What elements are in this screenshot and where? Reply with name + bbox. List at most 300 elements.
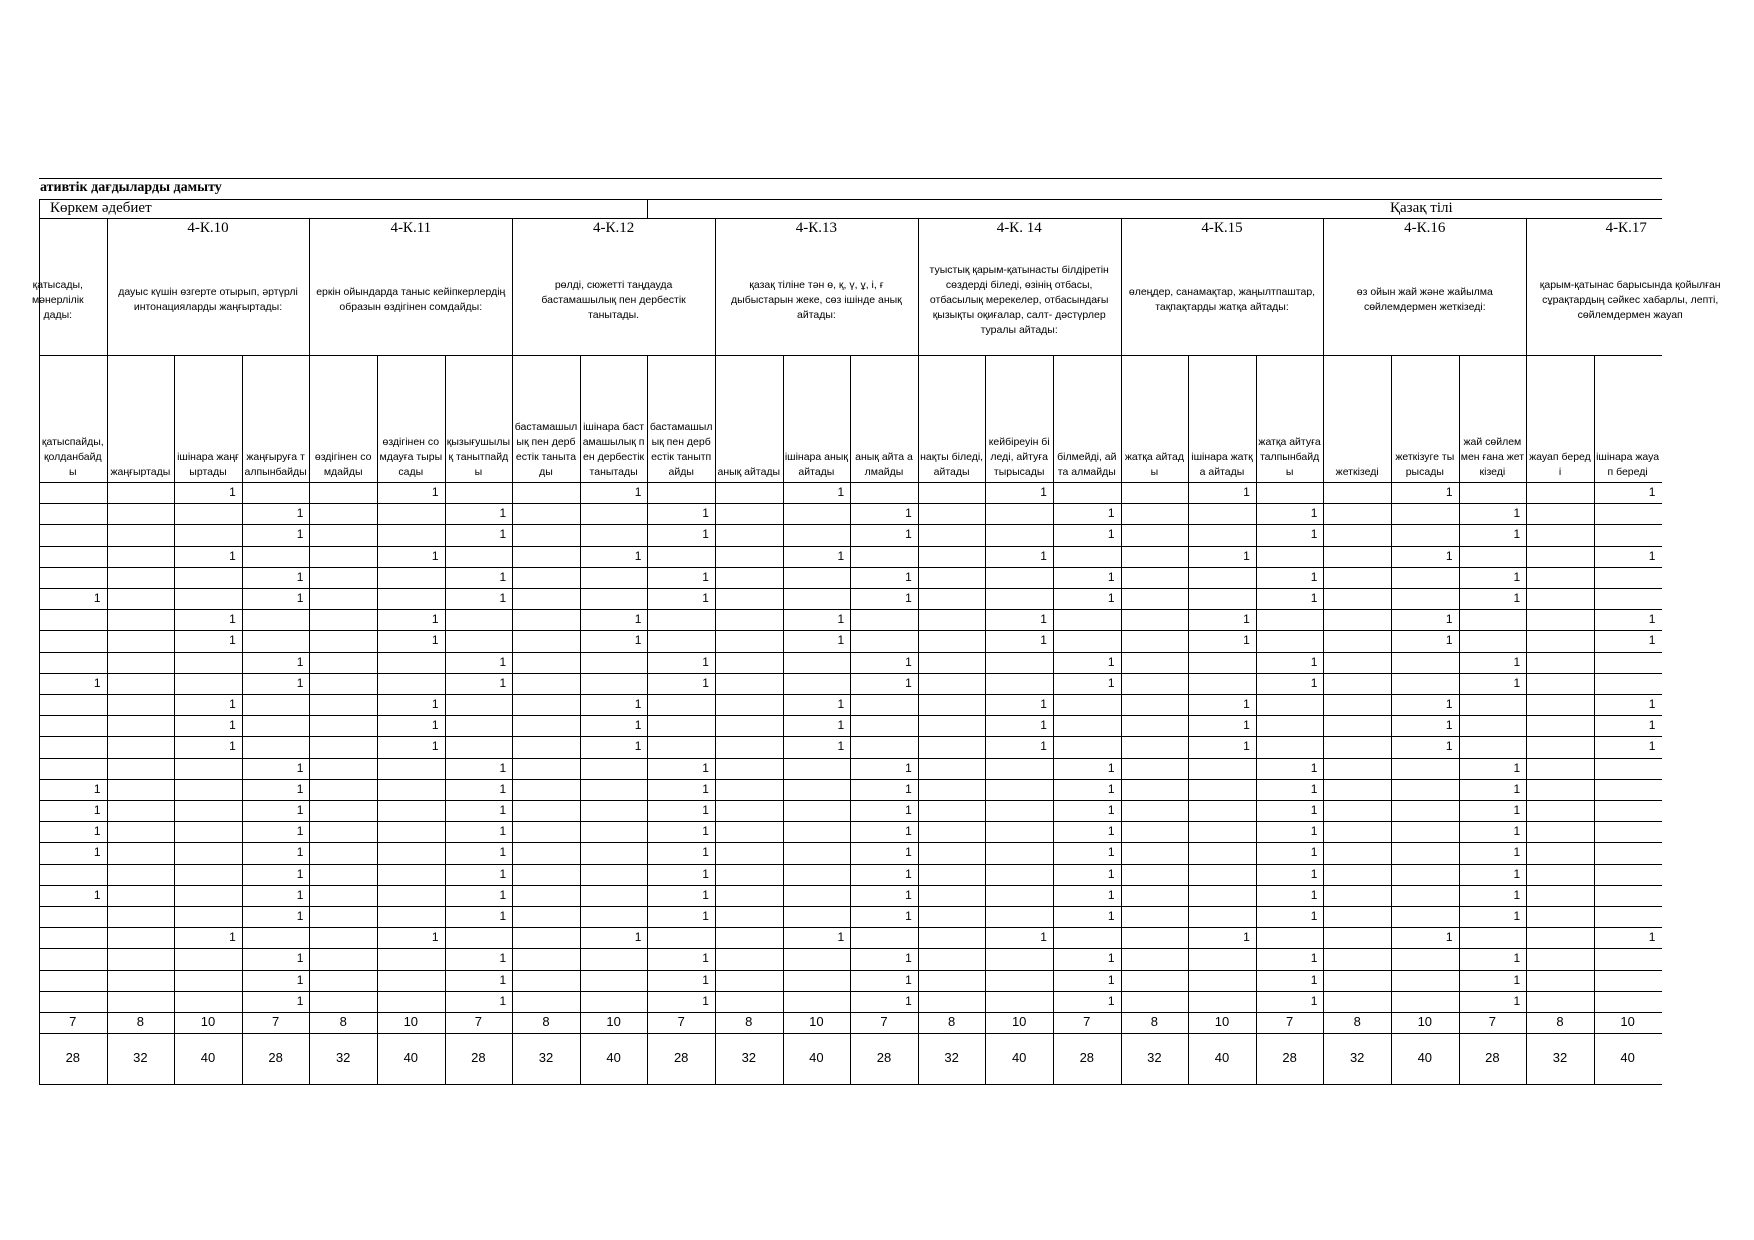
assessment-mark: 1 [1310, 506, 1318, 521]
group-border [309, 218, 310, 1084]
assessment-mark: 1 [702, 781, 709, 796]
level-header: қызығушылық танытпайды [446, 436, 510, 478]
assessment-mark: 1 [702, 824, 709, 839]
section-literature: Көркем әдебиет [50, 200, 152, 216]
level-header: ішінара бастамашылық пен дербестік танытады [582, 421, 645, 478]
assessment-mark: 1 [1243, 718, 1250, 733]
group-border [107, 218, 108, 1084]
assessment-mark: 1 [1648, 697, 1656, 711]
total-percent: 28 [673, 1050, 689, 1065]
assessment-mark: 1 [499, 781, 507, 796]
assessment-mark: 1 [296, 569, 304, 584]
assessment-mark: 1 [702, 951, 709, 966]
assessment-mark: 1 [431, 485, 439, 499]
assessment-mark: 1 [905, 951, 912, 966]
level-header: өздігінен сомдайды [314, 451, 372, 478]
assessment-mark: 1 [1107, 993, 1115, 1008]
assessment-mark: 1 [1310, 675, 1318, 690]
assessment-mark: 1 [499, 866, 507, 881]
assessment-mark: 1 [1243, 548, 1250, 563]
assessment-mark: 1 [431, 548, 439, 563]
assessment-mark: 1 [499, 887, 507, 902]
assessment-mark: 1 [296, 591, 304, 605]
criterion-description: қарым-қатынас барысында қойылған сұрақтардың сәйкес хабарлы, лепті, сөйлемдермен жауап [1539, 278, 1721, 321]
assessment-mark: 1 [837, 718, 845, 733]
assessment-mark: 1 [905, 993, 912, 1008]
assessment-mark: 1 [1648, 739, 1656, 754]
assessment-mark: 1 [702, 887, 709, 902]
assessment-mark: 1 [499, 527, 507, 542]
criterion-code: 4-К. 14 [996, 220, 1042, 236]
assessment-mark: 1 [1107, 803, 1115, 817]
level-header: анық айта алмайды [855, 451, 913, 478]
total-percent: 32 [538, 1050, 554, 1065]
total-count: 7 [880, 1014, 888, 1029]
level-header: жеткізуге тырысады [1395, 451, 1455, 478]
assessment-mark: 1 [1243, 930, 1250, 945]
assessment-mark: 1 [634, 739, 642, 754]
assessment-mark: 1 [1513, 972, 1521, 987]
total-percent: 28 [1485, 1050, 1500, 1065]
assessment-mark: 1 [702, 803, 709, 817]
column-border [647, 355, 648, 1084]
assessment-mark: 1 [1107, 866, 1115, 881]
total-percent: 32 [133, 1050, 148, 1065]
total-count: 7 [474, 1014, 482, 1029]
level-header: ішінара анық айтады [784, 451, 848, 478]
assessment-mark: 1 [1513, 654, 1521, 669]
assessment-mark: 1 [431, 633, 439, 648]
assessment-mark: 1 [1040, 718, 1047, 733]
bottom-line [39, 1084, 1662, 1085]
level-header: қатыспайды, қолданбайды [41, 436, 104, 478]
assessment-mark: 1 [837, 612, 845, 627]
level-header: ішінара жауап береді [1596, 451, 1660, 478]
total-percent: 40 [606, 1050, 621, 1065]
assessment-mark: 1 [499, 760, 507, 775]
assessment-mark: 1 [296, 866, 304, 881]
assessment-mark: 1 [1310, 887, 1318, 902]
total-percent: 40 [1620, 1050, 1635, 1065]
assessment-mark: 1 [229, 633, 236, 648]
criterion-code: 4-К.12 [592, 220, 635, 236]
total-count: 7 [1488, 1014, 1496, 1029]
assessment-mark: 1 [634, 930, 642, 945]
total-count: 7 [69, 1014, 77, 1029]
total-count: 8 [339, 1014, 347, 1029]
total-count: 8 [542, 1014, 550, 1029]
assessment-mark: 1 [1310, 591, 1318, 605]
assessment-mark: 1 [1310, 951, 1318, 966]
assessment-mark: 1 [296, 845, 304, 860]
level-header: анық айтады [717, 466, 781, 478]
title-top-line [39, 178, 1662, 179]
assessment-mark: 1 [1310, 866, 1318, 881]
assessment-mark: 1 [837, 739, 845, 754]
assessment-mark: 1 [499, 506, 507, 521]
column-border [1256, 355, 1257, 1084]
assessment-mark: 1 [905, 506, 912, 521]
assessment-mark: 1 [1310, 972, 1318, 987]
level-header: өздігінен сомдауға тырысады [379, 436, 443, 478]
assessment-mark: 1 [1040, 633, 1047, 648]
assessment-mark: 1 [499, 951, 507, 966]
assessment-mark: 1 [1513, 569, 1521, 584]
assessment-mark: 1 [1107, 675, 1115, 690]
total-count: 10 [1620, 1014, 1635, 1029]
assessment-mark: 1 [1107, 824, 1115, 839]
criterion-code: 4-К.11 [390, 220, 432, 236]
assessment-mark: 1 [229, 739, 236, 754]
total-percent: 40 [1011, 1050, 1027, 1065]
total-count: 7 [1083, 1014, 1091, 1029]
total-count: 10 [200, 1014, 216, 1029]
total-percent: 40 [403, 1050, 419, 1065]
assessment-mark: 1 [499, 591, 507, 605]
level-header: жеткізеді [1335, 466, 1379, 478]
section-divider [647, 199, 648, 218]
assessment-mark: 1 [1040, 930, 1047, 945]
sheet-title: ативтік дағдыларды дамыту [40, 180, 222, 195]
assessment-mark: 1 [1513, 951, 1521, 966]
total-percent: 28 [1079, 1050, 1095, 1065]
level-header: жатқа айтады [1124, 451, 1184, 478]
total-percent: 32 [1147, 1050, 1162, 1065]
level-header: жауап береді [1529, 451, 1591, 478]
total-percent: 28 [471, 1050, 486, 1065]
total-percent: 40 [200, 1050, 216, 1065]
total-percent: 40 [1214, 1050, 1230, 1065]
assessment-mark: 1 [1648, 633, 1656, 648]
column-border [1459, 355, 1460, 1084]
total-percent: 28 [65, 1050, 81, 1065]
assessment-mark: 1 [905, 866, 912, 881]
total-count: 10 [1011, 1014, 1027, 1029]
criterion-code: 4-К.10 [187, 220, 229, 236]
assessment-mark: 1 [702, 675, 709, 690]
assessment-mark: 1 [1310, 909, 1318, 923]
group-border [918, 218, 919, 1084]
criterion-description: өз ойын жай және жайылма сөйлемдермен жеткізеді: [1356, 286, 1493, 313]
level-header: жаңғыртады [110, 466, 171, 478]
assessment-mark: 1 [431, 718, 439, 733]
assessment-mark: 1 [296, 824, 304, 839]
assessment-mark: 1 [1107, 654, 1115, 669]
assessment-mark: 1 [905, 887, 912, 902]
level-header: бастамашылық пен дербестік танытады [514, 421, 578, 478]
assessment-mark: 1 [296, 781, 304, 796]
assessment-mark: 1 [1243, 697, 1250, 711]
level-header: білмейді, айта алмайды [1057, 451, 1117, 478]
assessment-mark: 1 [1445, 485, 1453, 499]
assessment-mark: 1 [296, 803, 304, 817]
assessment-mark: 1 [1445, 718, 1453, 733]
total-count: 10 [809, 1014, 824, 1029]
assessment-mark: 1 [634, 485, 642, 499]
total-count: 10 [606, 1014, 621, 1029]
assessment-mark: 1 [1648, 930, 1656, 945]
assessment-mark: 1 [431, 739, 439, 754]
criterion-description: рөлді, сюжетті таңдауда бастамашылық пен дербестік танытады. [541, 278, 686, 321]
assessment-mark: 1 [499, 569, 507, 584]
assessment-mark: 1 [702, 866, 709, 881]
assessment-mark: 1 [296, 760, 304, 775]
assessment-mark: 1 [93, 887, 101, 902]
assessment-mark: 1 [1107, 781, 1115, 796]
assessment-mark: 1 [296, 951, 304, 966]
total-percent: 40 [809, 1050, 824, 1065]
assessment-mark: 1 [1310, 654, 1318, 669]
assessment-mark: 1 [1107, 760, 1115, 775]
assessment-mark: 1 [905, 675, 912, 690]
assessment-mark: 1 [499, 909, 507, 923]
assessment-mark: 1 [1513, 887, 1521, 902]
assessment-mark: 1 [431, 697, 439, 711]
level-header: жай сөйлеммен ғана жеткізеді [1460, 436, 1525, 478]
assessment-mark: 1 [1243, 633, 1250, 648]
assessment-mark: 1 [296, 506, 304, 521]
criterion-description: дауыс күшін өзгерте отырып, әртүрлі интонацияларды жаңғыртады: [118, 286, 298, 313]
assessment-mark: 1 [1513, 909, 1521, 923]
assessment-mark: 1 [229, 612, 236, 627]
section-kazakh-language: Қазақ тілі [1390, 200, 1453, 216]
assessment-mark: 1 [1310, 781, 1318, 796]
assessment-mark: 1 [1040, 485, 1047, 499]
assessment-mark: 1 [1107, 506, 1115, 521]
total-percent: 28 [876, 1050, 892, 1065]
assessment-mark: 1 [296, 887, 304, 902]
assessment-mark: 1 [1310, 824, 1318, 839]
assessment-mark: 1 [1513, 824, 1521, 839]
assessment-mark: 1 [1107, 569, 1115, 584]
level-header: ішінара жаңғыртады [177, 451, 239, 478]
assessment-mark: 1 [296, 993, 304, 1008]
assessment-mark: 1 [634, 633, 642, 648]
total-percent: 28 [1282, 1050, 1297, 1065]
assessment-mark: 1 [1107, 951, 1115, 966]
total-count: 10 [1214, 1014, 1230, 1029]
assessment-mark: 1 [296, 527, 304, 542]
assessment-mark: 1 [837, 548, 845, 563]
assessment-mark: 1 [702, 845, 709, 860]
level-header: ішінара жатқа айтады [1191, 451, 1253, 478]
assessment-mark: 1 [1107, 527, 1115, 542]
assessment-mark: 1 [296, 972, 304, 987]
assessment-mark: 1 [1445, 548, 1453, 563]
assessment-mark: 1 [702, 972, 709, 987]
assessment-mark: 1 [634, 718, 642, 733]
assessment-mark: 1 [499, 675, 507, 690]
assessment-mark: 1 [1513, 506, 1521, 521]
column-border [174, 355, 175, 1084]
assessment-mark: 1 [1445, 612, 1453, 627]
assessment-mark: 1 [905, 824, 912, 839]
column-border [377, 355, 378, 1084]
assessment-mark: 1 [1107, 887, 1115, 902]
assessment-mark: 1 [1445, 697, 1453, 711]
assessment-mark: 1 [1040, 739, 1047, 754]
assessment-mark: 1 [1513, 803, 1521, 817]
assessment-mark: 1 [905, 803, 912, 817]
group-border [715, 218, 716, 1084]
assessment-mark: 1 [93, 591, 101, 605]
assessment-mark: 1 [1107, 591, 1115, 605]
assessment-mark: 1 [1243, 739, 1250, 754]
assessment-mark: 1 [499, 803, 507, 817]
assessment-mark: 1 [431, 612, 439, 627]
total-count: 7 [677, 1014, 685, 1029]
criterion-description: өлеңдер, санамақтар, жаңылтпаштар, тақпақтарды жатқа айтады: [1128, 286, 1316, 313]
assessment-mark: 1 [905, 781, 912, 796]
total-percent: 32 [1552, 1050, 1568, 1065]
group-border [1526, 218, 1527, 1084]
assessment-mark: 1 [93, 845, 101, 860]
column-border [1594, 355, 1595, 1084]
assessment-mark: 1 [1040, 697, 1047, 711]
total-count: 8 [1556, 1014, 1564, 1029]
total-percent: 32 [944, 1050, 959, 1065]
assessment-mark: 1 [1107, 909, 1115, 923]
assessment-mark: 1 [905, 654, 912, 669]
assessment-mark: 1 [702, 909, 709, 923]
total-count: 8 [1150, 1014, 1158, 1029]
assessment-mark: 1 [634, 548, 642, 563]
assessment-mark: 1 [905, 972, 912, 987]
assessment-mark: 1 [229, 548, 236, 563]
total-count: 8 [947, 1014, 956, 1029]
assessment-mark: 1 [431, 930, 439, 945]
assessment-mark: 1 [1310, 845, 1318, 860]
column-border [1053, 355, 1054, 1084]
criterion-description: еркін ойындарда таныс кейіпкерлердің образын өздігінен сомдайды: [316, 286, 506, 313]
column-border [1188, 355, 1189, 1084]
code-row-line [39, 218, 1662, 219]
criterion-description: қазақ тіліне тән ө, қ, ү, ұ, і, ғ дыбыстарын жеке, сөз ішінде анық айтады: [731, 278, 902, 321]
assessment-mark: 1 [93, 675, 101, 690]
assessment-mark: 1 [229, 485, 236, 499]
assessment-mark: 1 [296, 654, 304, 669]
assessment-mark: 1 [229, 697, 236, 711]
level-header: жаңғыруға талпынбайды [244, 451, 307, 478]
assessment-mark: 1 [1648, 612, 1656, 627]
assessment-mark: 1 [1445, 633, 1453, 648]
assessment-mark: 1 [1445, 930, 1453, 945]
assessment-mark: 1 [1107, 845, 1115, 860]
assessment-mark: 1 [1310, 803, 1318, 817]
group-border [1323, 218, 1324, 1084]
total-percent: 28 [268, 1050, 283, 1065]
assessment-mark: 1 [1513, 866, 1521, 881]
assessment-mark: 1 [1648, 718, 1656, 733]
assessment-mark: 1 [499, 845, 507, 860]
group-border [512, 218, 513, 1084]
assessment-mark: 1 [634, 612, 642, 627]
assessment-mark: 1 [702, 527, 709, 542]
assessment-mark: 1 [296, 675, 304, 690]
assessment-mark: 1 [499, 654, 507, 669]
column-border [1391, 355, 1392, 1084]
assessment-mark: 1 [1513, 845, 1521, 860]
assessment-mark: 1 [1513, 781, 1521, 796]
assessment-mark: 1 [702, 569, 709, 584]
criterion-code: 4-К.17 [1605, 220, 1647, 236]
level-header: жатқа айтуға талпынбайды [1258, 436, 1321, 478]
criterion-description: қатысады, мәнерлілік дады: [31, 278, 84, 321]
assessment-mark: 1 [93, 803, 101, 817]
assessment-mark: 1 [229, 718, 236, 733]
total-percent: 40 [1417, 1050, 1433, 1065]
total-count: 8 [136, 1014, 144, 1029]
assessment-mark: 1 [837, 697, 845, 711]
assessment-mark: 1 [1243, 485, 1250, 499]
assessment-mark: 1 [1310, 993, 1318, 1008]
total-count: 7 [1285, 1014, 1294, 1029]
assessment-mark: 1 [905, 845, 912, 860]
total-percent: 32 [741, 1050, 757, 1065]
criterion-code: 4-К.13 [795, 220, 838, 236]
assessment-mark: 1 [1310, 569, 1318, 584]
criterion-code: 4-К.16 [1404, 220, 1446, 236]
assessment-mark: 1 [1513, 760, 1521, 775]
assessment-mark: 1 [229, 930, 236, 945]
assessment-mark: 1 [905, 569, 912, 584]
assessment-mark: 1 [1040, 548, 1047, 563]
column-border [850, 355, 851, 1084]
column-border [985, 355, 986, 1084]
assessment-mark: 1 [702, 506, 709, 521]
level-header: кейбіреуін біледі, айтуға тырысады [988, 436, 1050, 478]
assessment-mark: 1 [499, 972, 507, 987]
assessment-mark: 1 [702, 760, 709, 775]
assessment-mark: 1 [1107, 972, 1115, 987]
assessment-mark: 1 [1648, 548, 1656, 563]
assessment-mark: 1 [93, 824, 101, 839]
assessment-mark: 1 [702, 654, 709, 669]
group-border [1121, 218, 1122, 1084]
assessment-mark: 1 [905, 527, 912, 542]
assessment-mark: 1 [702, 591, 709, 605]
column-border [783, 355, 784, 1084]
total-count: 10 [1417, 1014, 1433, 1029]
section-top-line [39, 199, 1662, 200]
assessment-mark: 1 [837, 633, 845, 648]
assessment-mark: 1 [1040, 612, 1047, 627]
assessment-mark: 1 [1310, 527, 1318, 542]
column-border [580, 355, 581, 1084]
assessment-mark: 1 [1513, 675, 1521, 690]
assessment-mark: 1 [1445, 739, 1453, 754]
total-percent: 32 [1349, 1050, 1365, 1065]
assessment-mark: 1 [1648, 485, 1656, 499]
assessment-mark: 1 [837, 485, 845, 499]
assessment-mark: 1 [1243, 612, 1250, 627]
assessment-mark: 1 [296, 909, 304, 923]
column-border [242, 355, 243, 1084]
criterion-code: 4-К.15 [1201, 220, 1243, 236]
assessment-mark: 1 [1513, 591, 1521, 605]
assessment-mark: 1 [905, 909, 912, 923]
assessment-mark: 1 [1513, 993, 1521, 1008]
level-header: нақты біледі, айтады [920, 451, 984, 478]
assessment-mark: 1 [702, 993, 709, 1008]
assessment-mark: 1 [499, 824, 507, 839]
column-border [445, 355, 446, 1084]
total-count: 8 [1353, 1014, 1361, 1029]
criterion-description: туыстық қарым-қатынасты білдіретін сөздерді біледі, өзінің отбасы, отбасылық мерекелер, отбасындағы қызықты оқиғалар, салт- дәстүрлер туралы айтады: [929, 263, 1109, 336]
assessment-mark: 1 [905, 760, 912, 775]
assessment-mark: 1 [1310, 760, 1318, 775]
assessment-mark: 1 [1513, 527, 1521, 542]
